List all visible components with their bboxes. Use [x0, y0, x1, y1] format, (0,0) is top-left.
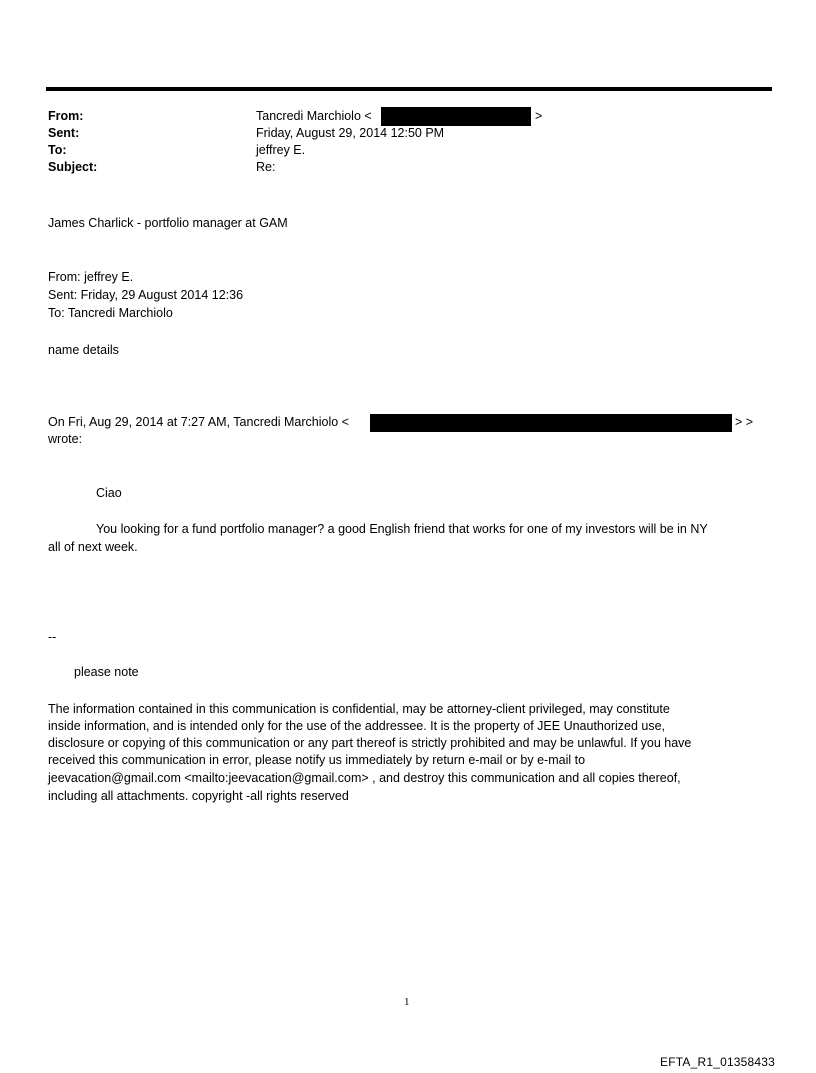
disclaimer-line: received this communication in error, please notify us immediately by return e-mail or by e-mail to: [48, 753, 586, 767]
to-label: To:: [48, 143, 67, 157]
reply-line: James Charlick - portfolio manager at GAM: [48, 216, 288, 230]
subject-value: Re:: [256, 160, 276, 174]
bates-number: EFTA_R1_01358433: [660, 1055, 776, 1069]
disclaimer-line: inside information, and is intended only for the use of the addressee. It is the property of JEE Unauthorized use,: [48, 719, 666, 733]
page-number: 1: [404, 996, 410, 1008]
wrote-line: wrote:: [48, 432, 83, 446]
quoted-to: To: Tancredi Marchiolo: [48, 306, 173, 320]
please-note: please note: [74, 665, 139, 679]
sent-label: Sent:: [48, 126, 80, 140]
quoted-from: From: jeffrey E.: [48, 270, 134, 284]
on-wrote-suffix: > >: [735, 415, 754, 429]
from-close: >: [535, 109, 543, 123]
signature-separator: --: [48, 630, 57, 644]
sent-value: Friday, August 29, 2014 12:50 PM: [256, 126, 445, 140]
redaction-box: [381, 107, 531, 126]
from-label: From:: [48, 109, 84, 123]
subject-label: Subject:: [48, 160, 98, 174]
disclaimer-line: jeevacation@gmail.com <mailto:jeevacation@gmail.com> , and destroy this communication and all copies thereof,: [48, 771, 681, 785]
disclaimer-line: including all attachments. copyright -all rights reserved: [48, 789, 349, 803]
on-wrote-prefix: On Fri, Aug 29, 2014 at 7:27 AM, Tancredi Marchiolo <: [48, 415, 349, 429]
to-value: jeffrey E.: [256, 143, 306, 157]
disclaimer-line: disclosure or copying of this communication or any part thereof is strictly prohibited and may be unlawful. If you have: [48, 736, 692, 750]
disclaimer-line: The information contained in this communication is confidential, may be attorney-client privileged, may constitute: [48, 702, 670, 716]
greeting: Ciao: [96, 486, 122, 500]
redaction-box: [370, 414, 732, 432]
from-value: Tancredi Marchiolo <: [256, 109, 372, 123]
message-line-1: You looking for a fund portfolio manager? a good English friend that works for one of my investors will be in NY: [96, 522, 708, 536]
quoted-body: name details: [48, 343, 119, 357]
header-rule: [46, 87, 772, 91]
quoted-sent: Sent: Friday, 29 August 2014 12:36: [48, 288, 244, 302]
message-line-2: all of next week.: [48, 540, 138, 554]
